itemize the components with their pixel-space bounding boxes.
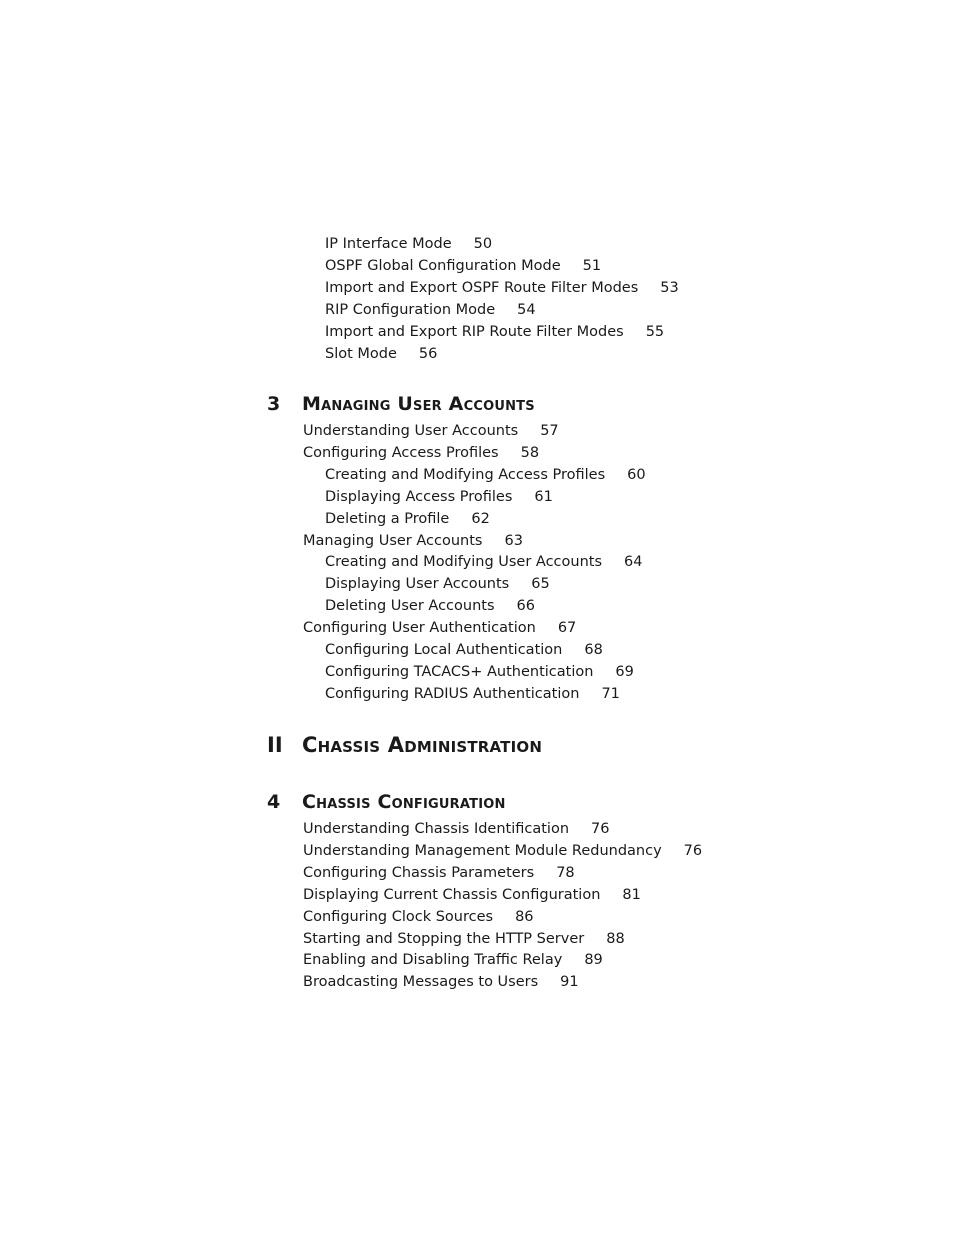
toc-entry[interactable] bbox=[303, 907, 534, 927]
entry-page-number: 58 bbox=[520, 444, 540, 461]
toc-entry[interactable] bbox=[303, 443, 539, 463]
entry-page-number: 86 bbox=[515, 908, 534, 925]
toc-subentry[interactable] bbox=[325, 552, 642, 572]
entry-title: Configuring Local Authentication bbox=[325, 642, 563, 658]
entry-title: Starting and Stopping the HTTP Server bbox=[303, 930, 585, 947]
entry-page-number: 54 bbox=[517, 301, 536, 318]
entry-title: Displaying Current Chassis Configuration bbox=[303, 886, 601, 903]
chapter-title: Managing User Accounts bbox=[302, 393, 535, 415]
entry-title: IP Interface Mode bbox=[325, 236, 452, 252]
entry-title: Understanding User Accounts bbox=[303, 423, 519, 439]
entry-page-number: 51 bbox=[582, 257, 602, 274]
entry-title: Creating and Modifying Access Profiles bbox=[325, 466, 606, 483]
toc-subentry[interactable] bbox=[325, 487, 553, 507]
toc-subentry[interactable] bbox=[325, 465, 646, 485]
toc-subentry[interactable] bbox=[325, 344, 437, 364]
entry-page-number: 53 bbox=[660, 279, 679, 296]
entry-page-number: 81 bbox=[622, 886, 641, 903]
toc-entry[interactable] bbox=[303, 531, 523, 551]
entry-title: Configuring RADIUS Authentication bbox=[325, 685, 580, 702]
part-title: Chassis Administration bbox=[302, 733, 543, 757]
entry-page-number: 68 bbox=[584, 642, 603, 658]
entry-title: Creating and Modifying User Accounts bbox=[325, 554, 603, 571]
chapter-title: Chassis Configuration bbox=[302, 791, 506, 813]
entry-page-number: 55 bbox=[645, 323, 665, 340]
entry-title: Configuring Access Profiles bbox=[303, 444, 499, 461]
part-heading bbox=[267, 733, 667, 759]
entry-title: Understanding Chassis Identification bbox=[303, 821, 570, 837]
entry-page-number: 62 bbox=[471, 510, 490, 527]
entry-page-number: 56 bbox=[418, 345, 438, 362]
entry-title: Understanding Management Module Redundancy bbox=[303, 842, 662, 859]
entry-title: Configuring Chassis Parameters bbox=[303, 864, 535, 881]
entry-title: Deleting a Profile bbox=[325, 510, 450, 527]
entry-title: Configuring User Authentication bbox=[303, 620, 536, 637]
toc-subentry[interactable] bbox=[325, 640, 603, 660]
toc-entry[interactable] bbox=[303, 618, 576, 638]
entry-title: Import and Export RIP Route Filter Modes bbox=[325, 323, 624, 340]
entry-page-number: 66 bbox=[516, 598, 535, 615]
entry-page-number: 71 bbox=[601, 685, 620, 702]
toc-entry[interactable] bbox=[303, 885, 641, 905]
toc-subentry[interactable] bbox=[325, 684, 620, 704]
entry-page-number: 67 bbox=[557, 620, 577, 637]
entry-title: RIP Configuration Mode bbox=[325, 301, 496, 318]
toc-entry[interactable] bbox=[303, 972, 579, 992]
entry-page-number: 78 bbox=[556, 864, 575, 881]
entry-title: Displaying User Accounts bbox=[325, 576, 510, 593]
toc-subentry[interactable] bbox=[325, 509, 490, 529]
entry-title: Enabling and Disabling Traffic Relay bbox=[303, 952, 563, 969]
chapter-heading bbox=[267, 791, 667, 817]
toc-entry[interactable] bbox=[303, 819, 609, 839]
entry-title: Managing User Accounts bbox=[303, 532, 483, 549]
entry-title: Import and Export OSPF Route Filter Modes bbox=[325, 279, 639, 296]
toc-subentry[interactable] bbox=[325, 596, 535, 616]
toc-subentry[interactable] bbox=[325, 322, 664, 342]
entry-title: Deleting User Accounts bbox=[325, 598, 495, 615]
entry-page-number: 60 bbox=[627, 466, 646, 483]
entry-page-number: 89 bbox=[584, 952, 603, 969]
toc-entry[interactable] bbox=[303, 863, 575, 883]
chapter-number: 3 bbox=[267, 393, 281, 415]
entry-page-number: 91 bbox=[560, 974, 579, 991]
entry-page-number: 76 bbox=[683, 842, 703, 859]
entry-page-number: 61 bbox=[534, 488, 553, 505]
toc-entry[interactable] bbox=[303, 421, 559, 441]
chapter-number: 4 bbox=[267, 791, 281, 813]
toc-subentry[interactable] bbox=[325, 256, 601, 276]
toc-entry[interactable] bbox=[303, 929, 625, 949]
chapter-heading bbox=[267, 393, 667, 419]
entry-page-number: 76 bbox=[591, 821, 610, 837]
entry-title: Broadcasting Messages to Users bbox=[303, 974, 539, 991]
toc-entry[interactable] bbox=[303, 841, 702, 861]
entry-page-number: 88 bbox=[606, 930, 625, 947]
entry-title: Configuring Clock Sources bbox=[303, 908, 494, 925]
entry-title: Configuring TACACS+ Authentication bbox=[325, 663, 594, 680]
entry-page-number: 50 bbox=[473, 236, 493, 252]
toc-subentry[interactable] bbox=[325, 234, 492, 254]
toc-subentry[interactable] bbox=[325, 278, 679, 298]
entry-page-number: 65 bbox=[531, 576, 550, 593]
entry-title: OSPF Global Configuration Mode bbox=[325, 257, 561, 274]
entry-page-number: 69 bbox=[615, 663, 634, 680]
toc-subentry[interactable] bbox=[325, 300, 536, 320]
toc-subentry[interactable] bbox=[325, 574, 550, 594]
toc-subentry[interactable] bbox=[325, 662, 634, 682]
entry-page-number: 57 bbox=[540, 423, 559, 439]
entry-title: Slot Mode bbox=[325, 345, 397, 362]
part-number: II bbox=[267, 733, 283, 757]
entry-page-number: 63 bbox=[504, 532, 523, 549]
entry-page-number: 64 bbox=[624, 554, 643, 571]
toc-entry[interactable] bbox=[303, 950, 603, 970]
entry-title: Displaying Access Profiles bbox=[325, 488, 513, 505]
